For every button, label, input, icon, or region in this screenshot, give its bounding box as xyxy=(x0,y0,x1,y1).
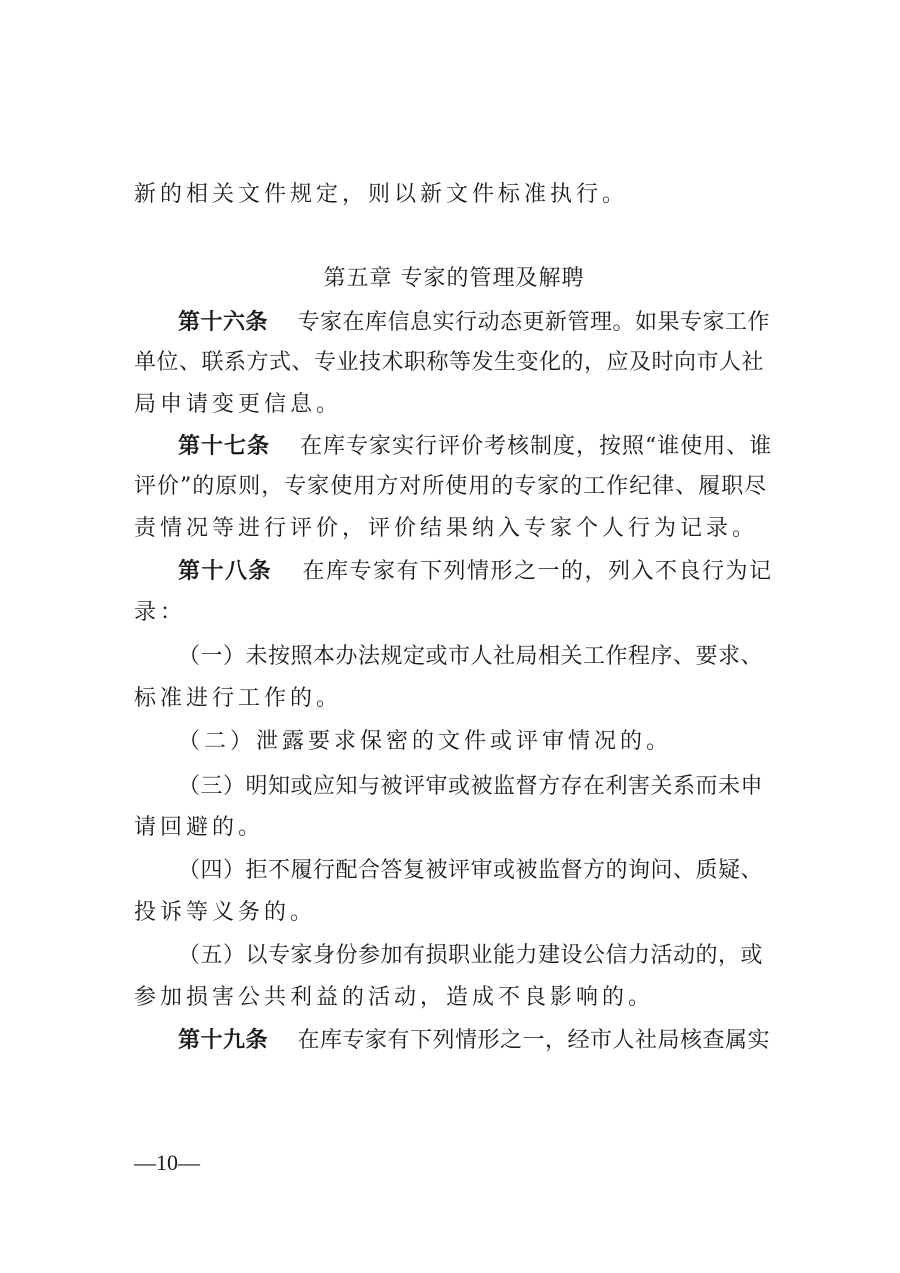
article-text: 专家在库信息实行动态更新管理。如果专家工作 xyxy=(297,310,771,335)
article-label: 第十九条 xyxy=(178,1027,269,1053)
chapter-title: 第五章 专家的管理及解聘 xyxy=(323,266,585,291)
article-text: 在库专家实行评价考核制度，按照“谁使用、谁 xyxy=(300,434,773,459)
article-label: 第十八条 xyxy=(178,558,273,584)
article-17-first-line xyxy=(134,431,774,462)
article-label: 第十七条 xyxy=(178,433,271,459)
article-text-line: 局申请变更信息。 xyxy=(134,392,343,417)
page-number: —10— xyxy=(134,1150,200,1175)
list-item-1-continuation: 标准进行工作的。 xyxy=(134,686,343,711)
article-text: 在库专家有下列情形之一，经市人社局核查属实 xyxy=(297,1028,771,1053)
list-item-2: （二）泄露要求保密的文件或评审情况的。 xyxy=(178,729,673,754)
list-item-3: （三）明知或应知与被评审或被监督方存在利害关系而未申 xyxy=(178,774,764,799)
article-label: 第十六条 xyxy=(178,309,269,335)
article-text-line: 录： xyxy=(134,600,187,625)
article-text-line: 责情况等进行评价，评价结果纳入专家个人行为记录。 xyxy=(134,516,759,541)
article-18-first-line xyxy=(134,556,774,587)
list-item-4-continuation: 投诉等义务的。 xyxy=(134,900,317,925)
article-16-first-line xyxy=(134,307,774,338)
list-item-3-continuation: 请回避的。 xyxy=(134,815,265,840)
list-item-1: （一）未按照本办法规定或市人社局相关工作程序、要求、 xyxy=(178,644,764,669)
article-text: 在库专家有下列情形之一的，列入不良行为记 xyxy=(302,559,773,584)
article-text-line: 评价”的原则，专家使用方对所使用的专家的工作纪律、履职尽 xyxy=(134,474,768,499)
article-text-line: 单位、联系方式、专业技术职称等发生变化的，应及时向市人社 xyxy=(134,350,765,375)
continuation-line: 新的相关文件规定，则以新文件标准执行。 xyxy=(134,182,629,207)
list-item-5: （五）以专家身份参加有损职业能力建设公信力活动的，或 xyxy=(178,943,764,968)
article-19-first-line xyxy=(134,1025,774,1056)
list-item-4: （四）拒不履行配合答复被评审或被监督方的询问、质疑、 xyxy=(178,858,764,883)
list-item-5-continuation: 参加损害公共利益的活动，造成不良影响的。 xyxy=(134,985,655,1010)
